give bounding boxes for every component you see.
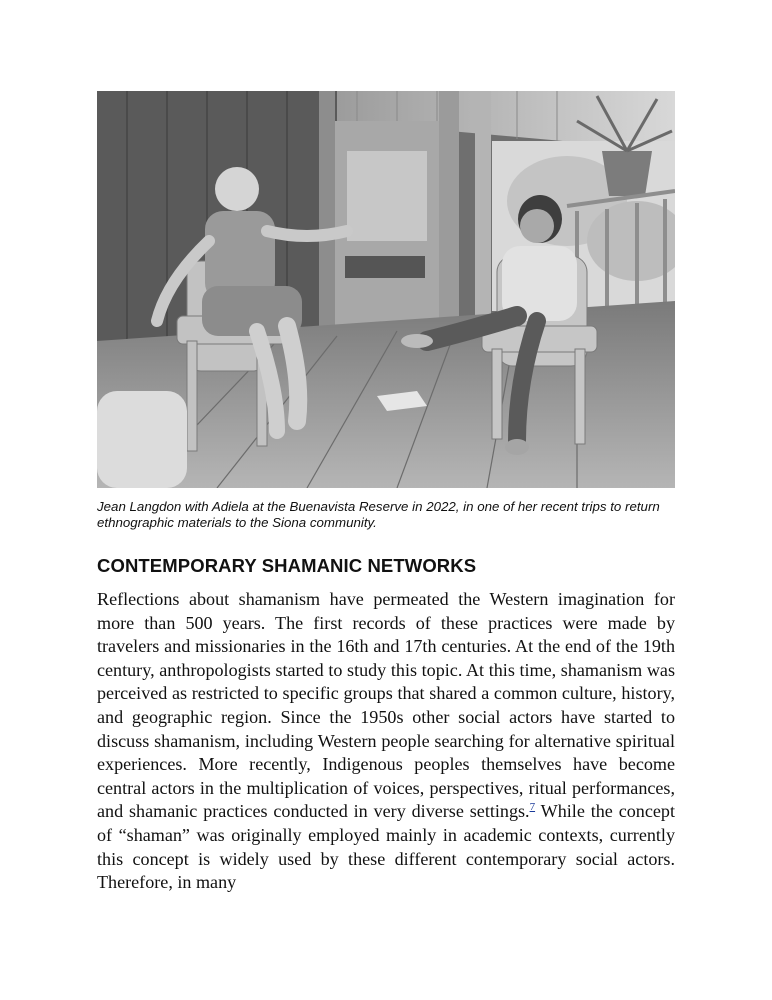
- photo-illustration: [97, 91, 675, 488]
- paragraph-text-part-1: Reflections about shamanism have permeated the Western imagination for more than 500 years. The first records of these practices were made by travelers and missionaries in the 16th and 17th centuries. At the end of the 19th century, anthropologists started to study this topic. At this time, shamanism was perceived as restricted to specific groups that shared a common culture, history, and geographic region. Since the 1950s other social actors have started to discuss shamanism, including Western people searching for alternative spiritual experiences. More recently, Indigenous peoples themselves have become central actors in the multiplication of voices, perspectives, ritual performances, and shamanic practices conducted in very diverse settings.: [97, 589, 675, 822]
- body-paragraph: [97, 588, 675, 895]
- figure-caption: Jean Langdon with Adiela at the Buenavista Reserve in 2022, in one of her recent trips to return ethnographic materials to the Siona community.: [97, 499, 660, 530]
- paragraph-text-part-2: While the concept of “shaman” was originally employed mainly in academic contexts, currently this concept is widely used by these different contemporary social actors. Therefore, in many: [97, 801, 675, 893]
- figure-photo: [97, 91, 675, 488]
- section-heading: CONTEMPORARY SHAMANIC NETWORKS: [97, 555, 477, 576]
- footnote-link[interactable]: 7: [529, 801, 536, 814]
